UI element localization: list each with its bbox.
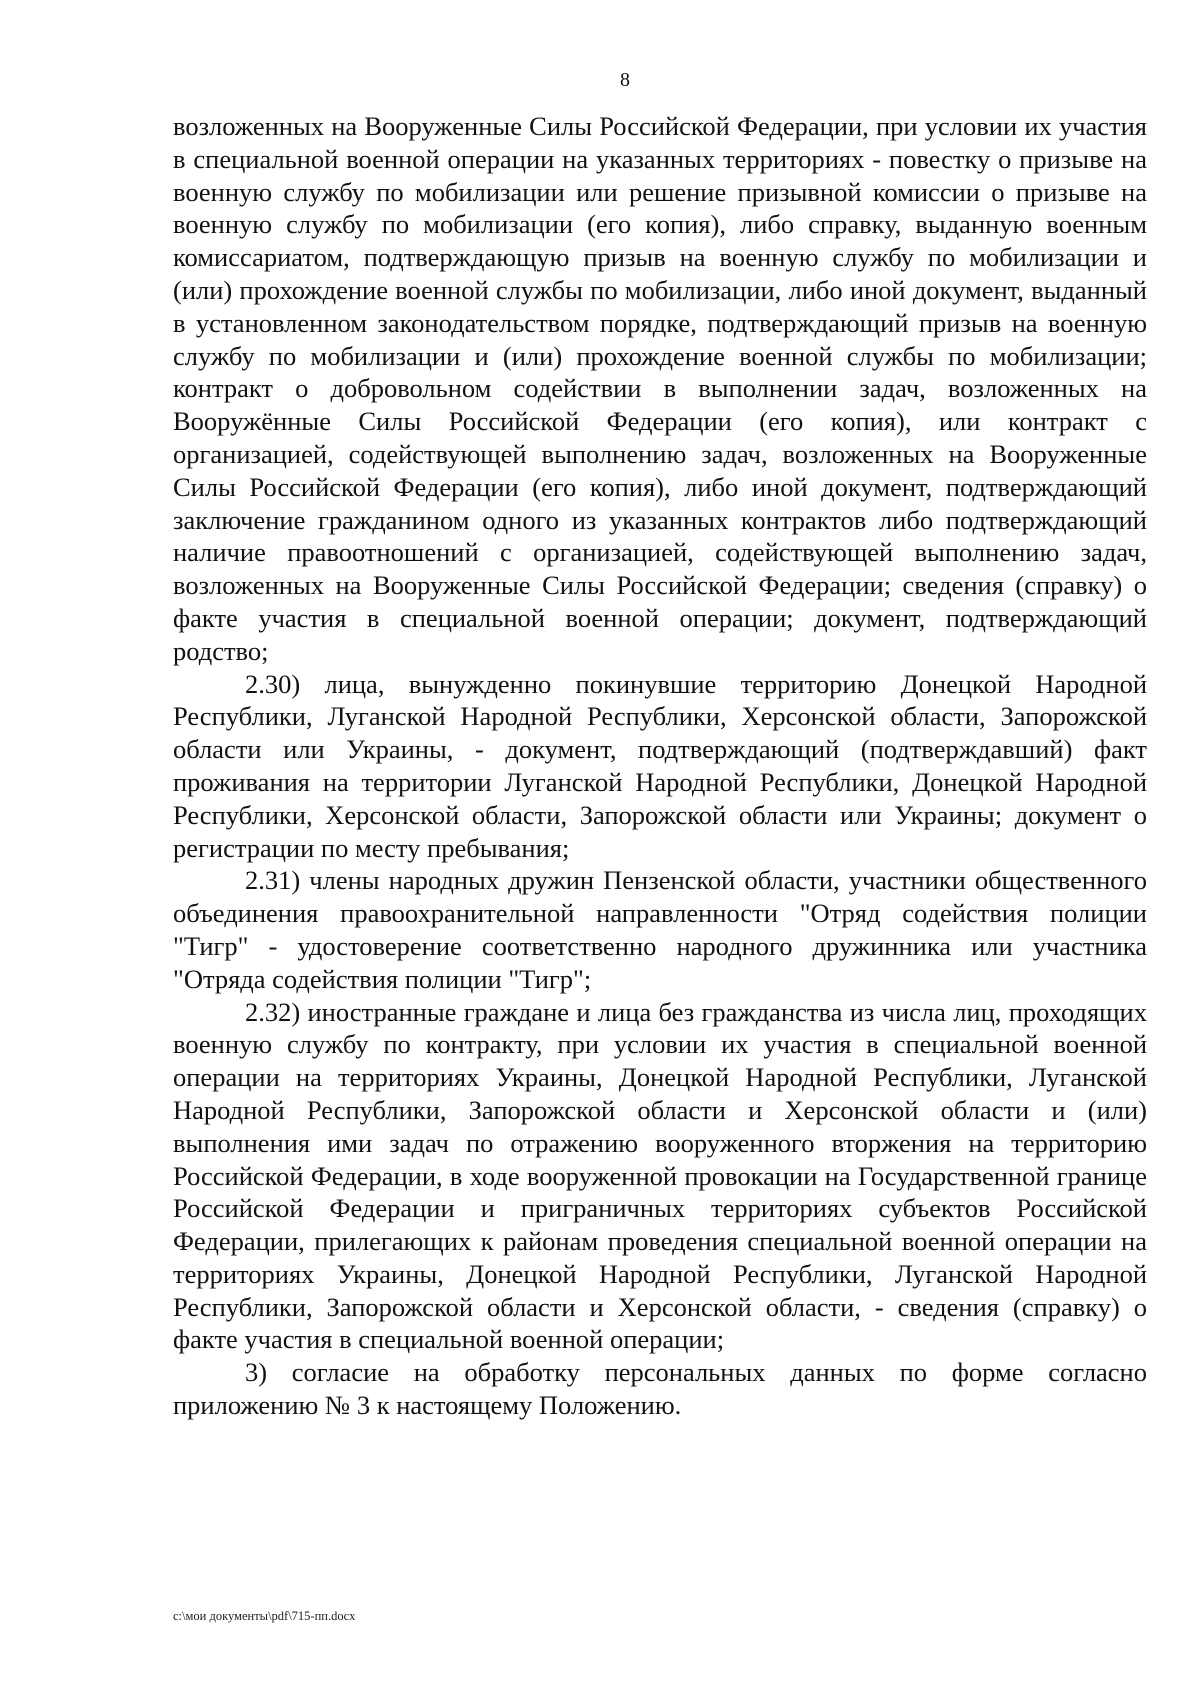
paragraph-item-3: 3) согласие на обработку персональных данных по форме согласно приложению № 3 к настоящему Положению. <box>173 1357 1147 1421</box>
paragraph-continuation: возложенных на Вооруженные Силы Российской Федерации, при условии их участия в специальной военной операции на указанных территориях - повестку о призыве на военную службу по мобилизации или решение призывной комиссии о призыве на военную службу по мобилизации (его копия), либо справку, выданную военным комиссариатом, подтверждающую призыв на военную службу по мобилизации и (или) прохождение военной службы по мобилизации, либо иной документ, выданный в установленном законодательством порядке, подтверждающий призыв на военную службу по мобилизации и (или) прохождение военной службы по мобилизации; контракт о добровольном содействии в выполнении задач, возложенных на Вооружённые Силы Российской Федерации (его копия), или контракт с организацией, содействующей выполнению задач, возложенных на Вооруженные Силы Российской Федерации (его копия), либо иной документ, подтверждающий заключение гражданином одного из указанных контрактов либо подтверждающий наличие правоотношений с организацией, содействующей выполнению задач, возложенных на Вооруженные Силы Российской Федерации; сведения (справку) о факте участия в специальной военной операции; документ, подтверждающий родство; <box>173 111 1147 666</box>
document-body <box>173 110 1147 1422</box>
paragraph-item-2-32: 2.32) иностранные граждане и лица без гражданства из числа лиц, проходящих военную службу по контракту, при условии их участия в специальной военной операции на территориях Украины, Донецкой Народной Республики, Луганской Народной Республики, Запорожской области и Херсонской области и (или) выполнения ими задач по отражению вооруженного вторжения на территорию Российской Федерации, в ходе вооруженной провокации на Государственной границе Российской Федерации и приграничных территориях субъектов Российской Федерации, прилегающих к районам проведения специальной военной операции на территориях Украины, Донецкой Народной Республики, Луганской Народной Республики, Запорожской области и Херсонской области, - сведения (справку) о факте участия в специальной военной операции; <box>173 996 1147 1355</box>
footer-file-path: c:\мои документы\pdf\715-пп.docx <box>173 1609 356 1623</box>
paragraph-item-2-31: 2.31) члены народных дружин Пензенской области, участники общественного объединения правоохранительной направленности "Отряд содействия полиции "Тигр" - удостоверение соответственно народного дружинника или участника "Отряда содействия полиции "Тигр"; <box>173 865 1147 994</box>
page-number: 8 <box>620 69 630 91</box>
paragraph-item-2-30: 2.30) лица, вынужденно покинувшие территорию Донецкой Народной Республики, Луганской Народной Республики, Херсонской области, Запорожской области или Украины, - документ, подтверждающий (подтверждавший) факт проживания на территории Луганской Народной Республики, Донецкой Народной Республики, Херсонской области, Запорожской области или Украины; документ о регистрации по месту пребывания; <box>173 668 1147 863</box>
